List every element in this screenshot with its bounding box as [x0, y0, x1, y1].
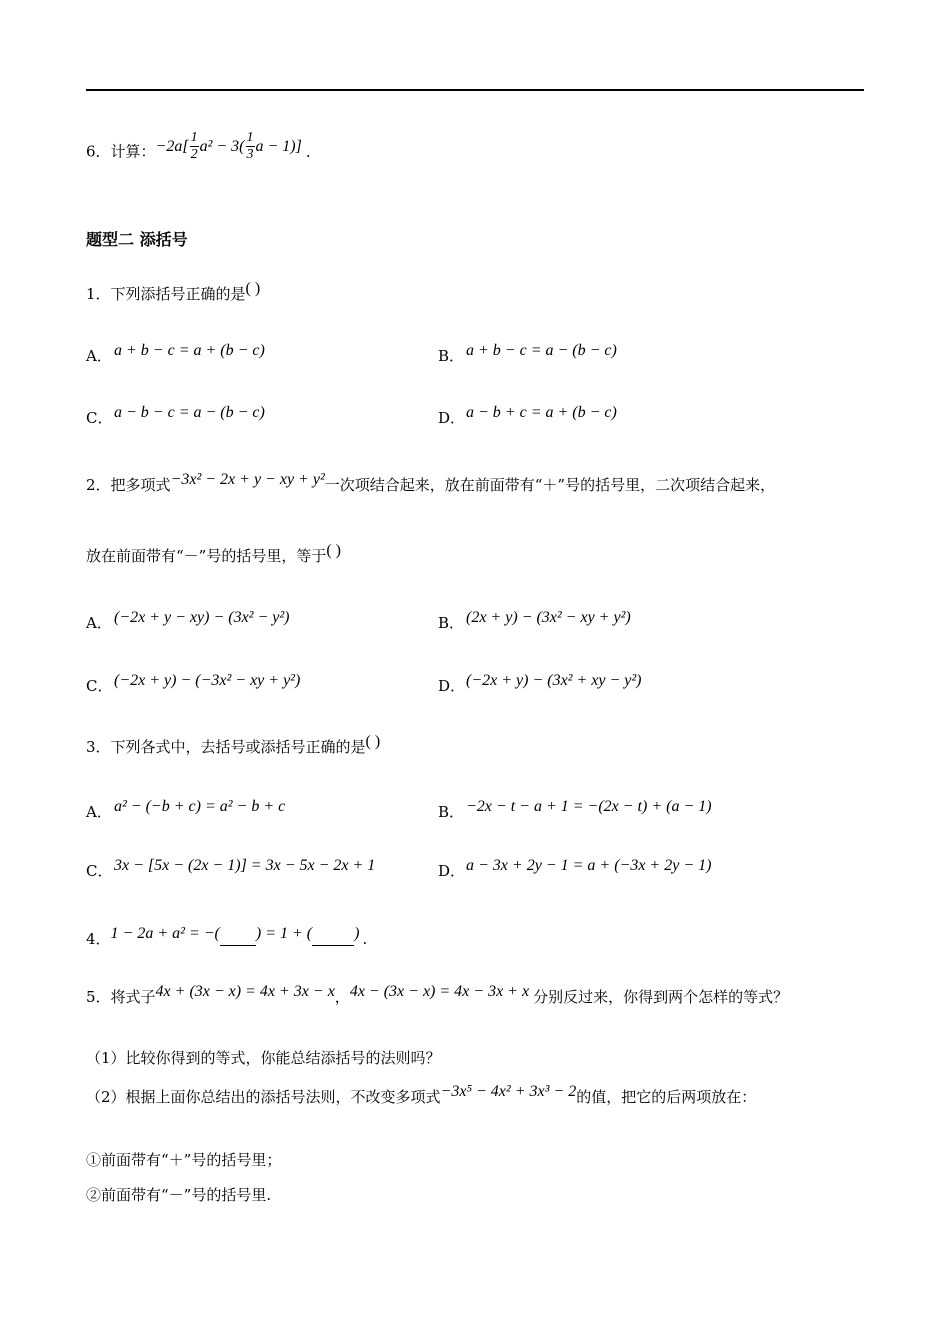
question-3-text: 3．下列各式中，去括号或添括号正确的是: [86, 738, 366, 756]
question-2-text-c: 放在前面带有“－”号的括号里，等于: [86, 547, 327, 565]
q1-option-c: C．a − b − c = a − (b − c): [86, 404, 265, 427]
answer-blank-2[interactable]: [312, 929, 354, 946]
question-2-text-b: 一次项结合起来，放在前面带有“＋”号的括号里，二次项结合起来，: [324, 476, 776, 494]
q3-option-b: B． −2x − t − a + 1 = −(2x − t) + (a − 1): [438, 798, 712, 821]
fraction-half: $\frac{1}{2}$: [190, 130, 198, 162]
answer-paren: ( ): [326, 542, 341, 559]
question-3-stem: [86, 733, 381, 758]
question-5-sub-2-text-b: 的值，把它的后两项放在：: [576, 1088, 757, 1106]
question-5-stem: [86, 983, 789, 1008]
question-5-sub-2: [86, 1083, 757, 1108]
q1-option-a: A． a + b − c = a + (b − c): [86, 342, 265, 365]
question-2-stem: [86, 471, 776, 496]
question-5-item-1: ①前面带有“＋”号的括号里；: [86, 1151, 282, 1169]
question-5-sub-2-expr: −3x⁵ − 4x² + 3x³ − 2: [440, 1083, 577, 1100]
header-rule: [86, 89, 864, 91]
question-6-expr-a: −2a[: [155, 137, 189, 155]
question-4: [86, 925, 368, 950]
question-6-expr-c: a − 1)]: [255, 137, 302, 155]
q2-option-d: D．(−2x + y) − (3x² + xy − y²): [438, 672, 642, 695]
question-2-stem-cont: [86, 542, 341, 567]
question-6: [86, 130, 311, 169]
q2-option-b: B． (2x + y) − (3x² − xy + y²): [438, 609, 631, 632]
question-5-expr-2: 4x − (3x − x) = 4x − 3x + x: [349, 983, 530, 1000]
answer-paren: ( ): [245, 280, 261, 297]
question-4-expr-c: ): [354, 925, 360, 942]
question-5-item-2: ②前面带有“－”号的括号里.: [86, 1186, 272, 1204]
question-4-expr-a: 1 − 2a + a² = −(: [110, 925, 220, 942]
question-5-sub-2-text-a: （2）根据上面你总结出的添括号法则，不改变多项式: [86, 1088, 441, 1106]
question-5-suffix: 分别反过来，你得到两个怎样的等式？: [533, 988, 789, 1006]
question-4-prefix: 4．: [86, 930, 111, 948]
question-1-stem: [86, 280, 261, 305]
question-5-prefix: 5．将式子: [86, 988, 156, 1006]
q2-option-c: C．(−2x + y) − (−3x² − xy + y²): [86, 672, 301, 695]
question-6-suffix: .: [305, 142, 311, 161]
q3-option-d: D．a − 3x + 2y − 1 = a + (−3x + 2y − 1): [438, 857, 712, 880]
answer-paren: ( ): [365, 733, 381, 750]
q3-option-c: C．3x − [5x − (2x − 1)] = 3x − 5x − 2x + 1: [86, 857, 376, 880]
answer-blank-1[interactable]: [220, 929, 256, 946]
question-5-sep: ，: [334, 988, 350, 1006]
question-6-expr-b: a² − 3(: [199, 137, 245, 155]
section-title: 题型二 添括号: [86, 230, 188, 249]
q1-option-b: B． a + b − c = a − (b − c): [438, 342, 617, 365]
q1-option-d: D．a − b + c = a + (b − c): [438, 404, 617, 427]
question-4-expr-b: ) = 1 + (: [255, 925, 313, 942]
fraction-third: $\frac{1}{3}$: [246, 130, 254, 162]
question-2-text-a: 2．把多项式: [86, 476, 171, 494]
q3-option-a: A． a² − (−b + c) = a² − b + c: [86, 798, 286, 821]
question-6-prefix: 6．计算：: [86, 142, 156, 161]
question-1-text: 1．下列添括号正确的是: [86, 285, 246, 303]
question-5-sub-1: （1）比较你得到的等式，你能总结添括号的法则吗？: [86, 1049, 441, 1067]
question-2-polynomial: −3x² − 2x + y − xy + y²: [170, 471, 325, 488]
question-5-expr-1: 4x + (3x − x) = 4x + 3x − x: [155, 983, 335, 1000]
question-4-suffix: .: [362, 930, 368, 948]
q2-option-a: A． (−2x + y − xy) − (3x² − y²): [86, 609, 290, 632]
